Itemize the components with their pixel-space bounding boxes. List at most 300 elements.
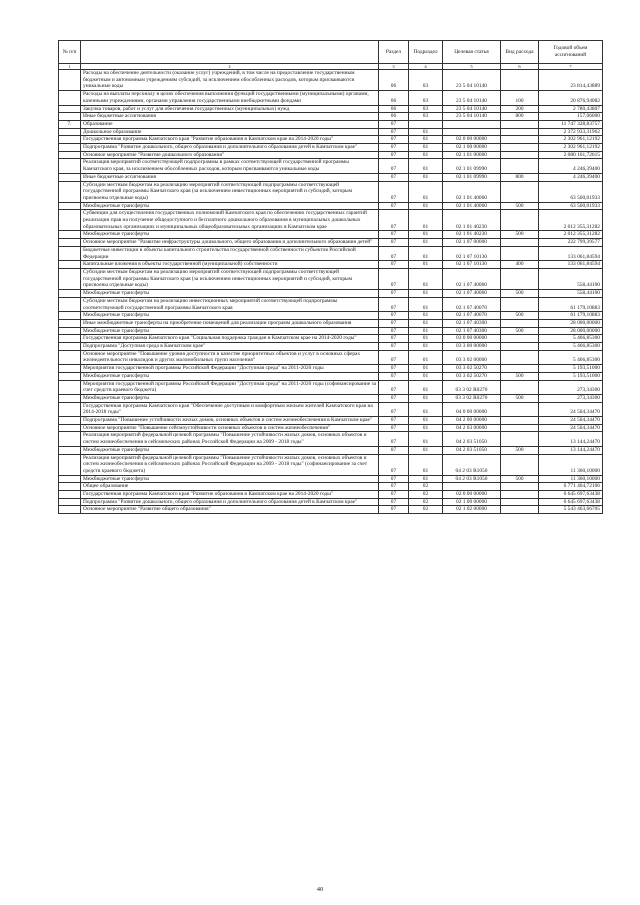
row-razdel: 07 [379,380,409,394]
column-index: 3 [379,64,409,70]
row-expense-type [501,491,539,499]
row-podrazdel: 01 [409,380,443,394]
row-number [59,372,81,380]
table-row [59,446,603,454]
row-annual-sum: 20 876,94082 [539,91,603,105]
row-target-article: 04 0 00 00000 [443,402,501,416]
table-row [59,491,603,499]
row-annual-sum: 63 560,01933 [539,181,603,202]
table-row [59,246,603,260]
row-target-article: 02 0 00 00000 [443,136,501,144]
row-expense-type: 500 [501,312,539,320]
row-podrazdel: 01 [409,446,443,454]
row-razdel: 07 [379,231,409,239]
row-podrazdel: 01 [409,350,443,364]
row-name: Межбюджетные трансферты [81,475,379,483]
row-name: Расходы на выплаты персоналу в целях обеспечения выполнения функций государственными (муниципальными) органами, казенными учреждениями, органами управления государственными внебюджетными фондами [81,91,379,105]
row-target-article: 02 1 01 40060 [443,202,501,210]
row-name: Основное мероприятие "Развитие инфраструктуры дошкольного, общего образования и дополнительного образования детей" [81,239,379,247]
row-razdel: 07 [379,417,409,425]
row-expense-type [501,343,539,351]
row-number [59,91,81,105]
row-number [59,424,81,432]
row-annual-sum: 2 372 933,31962 [539,128,603,136]
row-podrazdel: 01 [409,343,443,351]
table-row [59,210,603,231]
table-row [59,335,603,343]
column-index: 4 [409,64,443,70]
row-podrazdel: 01 [409,432,443,446]
row-annual-sum: 2 012 355,31282 [539,231,603,239]
row-annual-sum: 133 061,84594 [539,246,603,260]
row-podrazdel: 01 [409,475,443,483]
row-expense-type [501,144,539,152]
row-number [59,151,81,159]
row-name: Капитальные вложения в объекты государственной (муниципальной) собственности [81,261,379,269]
header-podrazdel: Подраздел [409,41,443,64]
row-annual-sum: 2 012 355,31282 [539,210,603,231]
row-number [59,454,81,475]
row-target-article: 02 1 01 09990 [443,173,501,181]
row-expense-type [501,210,539,231]
header-razdel: Раздел [379,41,409,64]
row-podrazdel: 01 [409,202,443,210]
table-row [59,483,603,491]
row-annual-sum: 4 246,39400 [539,159,603,173]
row-podrazdel: 02 [409,506,443,514]
row-name: Бюджетные инвестиции в объекты капитального строительства государственной собственности субъектов Российской Федерации [81,246,379,260]
row-razdel: 07 [379,173,409,181]
row-name: Межбюджетные трансферты [81,327,379,335]
row-number [59,70,81,91]
row-target-article: 04 2 03 R1050 [443,475,501,483]
row-name: Межбюджетные трансферты [81,290,379,298]
row-expense-type: 500 [501,231,539,239]
row-annual-sum: 11 360,10000 [539,475,603,483]
row-expense-type: 500 [501,394,539,402]
row-target-article [443,483,501,491]
row-razdel: 06 [379,105,409,113]
row-name: Основное мероприятие "Развитие общего образования" [81,506,379,514]
row-podrazdel: 01 [409,319,443,327]
row-name: Иные бюджетные ассигнования [81,173,379,181]
header-target-article: Целевая статья [443,41,501,64]
row-podrazdel: 01 [409,151,443,159]
row-razdel: 07 [379,483,409,491]
row-razdel: 07 [379,327,409,335]
row-name: Субсидии местным бюджетам на реализацию инвестиционных мероприятий соответствующей подпрограммы соответствующей государственной программы Камчатского края [81,297,379,311]
table-row [59,261,603,269]
row-target-article: 02 1 07 10130 [443,261,501,269]
row-expense-type [501,380,539,394]
row-number: 7. [59,120,81,128]
row-number [59,181,81,202]
row-razdel: 07 [379,335,409,343]
table-row [59,432,603,446]
row-name: Образование [81,120,379,128]
row-name: Межбюджетные трансферты [81,312,379,320]
row-annual-sum: 11 360,10000 [539,454,603,475]
row-razdel: 07 [379,446,409,454]
row-razdel: 07 [379,151,409,159]
row-podrazdel: 03 [409,91,443,105]
row-name: Подпрограмма "Развитие дошкольного, общего образования и дополнительного образования детей в Камчатском крае" [81,498,379,506]
row-target-article [443,128,501,136]
row-razdel: 07 [379,506,409,514]
row-target-article: 03 0 00 00000 [443,335,501,343]
row-annual-sum: 5 193,51000 [539,365,603,373]
row-annual-sum: 2 302 961,12192 [539,144,603,152]
row-expense-type [501,297,539,311]
row-number [59,446,81,454]
table-row [59,454,603,475]
row-podrazdel: 02 [409,491,443,499]
table-row [59,372,603,380]
row-podrazdel: 01 [409,173,443,181]
row-annual-sum: 11 747 328,83757 [539,120,603,128]
row-expense-type: 500 [501,372,539,380]
row-expense-type [501,417,539,425]
row-podrazdel: 01 [409,402,443,416]
row-annual-sum: 5 466,85300 [539,343,603,351]
row-annual-sum: 273,34300 [539,394,603,402]
row-number [59,297,81,311]
row-annual-sum: 2 780,43807 [539,105,603,113]
row-number [59,202,81,210]
row-podrazdel: 01 [409,290,443,298]
row-expense-type: 200 [501,105,539,113]
table-row [59,120,603,128]
header-annual-sum: Годовой объем ассигнований [539,41,603,64]
row-expense-type: 800 [501,173,539,181]
row-expense-type [501,498,539,506]
row-razdel: 07 [379,454,409,475]
row-expense-type: 500 [501,202,539,210]
table-row [59,343,603,351]
row-expense-type [501,335,539,343]
row-razdel: 07 [379,372,409,380]
row-expense-type [501,268,539,289]
row-name: Субвенции для осуществления государственных полномочий Камчатского края по обеспечению государственных гарантий реализации прав на получение общедоступного и бесплатного дошкольного образования в муниципальных дошкольных образовательных организациях и муниципальных общеобразовательных организациях в Камчатском крае [81,210,379,231]
row-name: Государственная программа Камчатского края "Обеспечение доступным и комфортным жильем жителей Камчатского края на 2014-2018 годы" [81,402,379,416]
row-target-article: 02 1 01 40230 [443,210,501,231]
row-podrazdel: 02 [409,498,443,506]
table-row [59,424,603,432]
row-name: Закупка товаров, работ и услуг для обеспечения государственных (муниципальных) нужд [81,105,379,113]
row-razdel: 07 [379,202,409,210]
row-podrazdel: 01 [409,297,443,311]
table-row [59,144,603,152]
row-annual-sum: 6 645 697,63438 [539,491,603,499]
row-name: Субсидии местным бюджетам на реализацию мероприятий соответствующей подпрограммы соответствующей государственной программы Камчатского края (за исключением инвестиционных мероприятий и субсидий, которым присвоены отдельные коды) [81,181,379,202]
row-target-article: 02 1 00 00000 [443,144,501,152]
row-annual-sum: 63 560,01933 [539,202,603,210]
row-podrazdel [409,120,443,128]
row-annual-sum: 61 179,10883 [539,312,603,320]
page-number: 40 [316,886,324,893]
row-razdel: 06 [379,113,409,121]
row-number [59,402,81,416]
row-annual-sum: 23 814,43889 [539,70,603,91]
row-annual-sum: 28 000,00000 [539,319,603,327]
table-row [59,327,603,335]
row-razdel: 07 [379,144,409,152]
row-target-article: 02 1 01 40060 [443,181,501,202]
row-podrazdel: 01 [409,417,443,425]
table-row [59,365,603,373]
row-expense-type: 400 [501,261,539,269]
row-razdel: 07 [379,498,409,506]
row-name: Общее образование [81,483,379,491]
row-target-article: 02 1 02 00000 [443,506,501,514]
row-number [59,350,81,364]
row-annual-sum: 13 144,24470 [539,446,603,454]
row-target-article: 04 2 03 00000 [443,424,501,432]
row-podrazdel: 01 [409,144,443,152]
row-razdel: 07 [379,136,409,144]
row-expense-type [501,151,539,159]
row-razdel: 07 [379,475,409,483]
row-podrazdel: 02 [409,483,443,491]
row-number [59,136,81,144]
row-target-article: 03 3 02 50270 [443,365,501,373]
table-row [59,319,603,327]
row-name: Мероприятия государственной программы Российской Федерации "Доступная среда" на 2011-2020 годы (софинансирование за счет средств краевого бюджета) [81,380,379,394]
table-row [59,297,603,311]
row-target-article: 02 0 00 00000 [443,491,501,499]
row-annual-sum: 222 799,39577 [539,239,603,247]
row-number [59,327,81,335]
row-annual-sum: 5 466,85300 [539,335,603,343]
row-annual-sum: 13 144,24470 [539,432,603,446]
row-annual-sum: 5 543 463,66705 [539,506,603,514]
table-row [59,380,603,394]
row-number [59,335,81,343]
row-podrazdel: 01 [409,231,443,239]
table-row [59,105,603,113]
row-target-article: 23 5 04 10140 [443,105,501,113]
row-razdel: 07 [379,424,409,432]
row-number [59,417,81,425]
row-expense-type [501,136,539,144]
table-row [59,128,603,136]
row-expense-type [501,239,539,247]
table-row [59,151,603,159]
row-target-article [443,120,501,128]
row-name: Межбюджетные трансферты [81,372,379,380]
row-expense-type: 500 [501,290,539,298]
table-row [59,202,603,210]
row-razdel: 06 [379,91,409,105]
row-razdel: 07 [379,365,409,373]
row-annual-sum: 5 466,85300 [539,350,603,364]
column-index: 1 [59,64,81,70]
row-podrazdel: 01 [409,394,443,402]
row-annual-sum: 6 771 464,72106 [539,483,603,491]
row-podrazdel: 01 [409,136,443,144]
row-razdel: 07 [379,261,409,269]
row-number [59,246,81,260]
row-expense-type [501,365,539,373]
table-row [59,239,603,247]
row-expense-type [501,506,539,514]
row-razdel: 07 [379,239,409,247]
row-number [59,394,81,402]
column-index: 5 [443,64,501,70]
table-row [59,290,603,298]
row-razdel: 07 [379,402,409,416]
table-row [59,70,603,91]
row-razdel: 07 [379,290,409,298]
row-name: Межбюджетные трансферты [81,202,379,210]
row-name: Мероприятия государственной программы Российской Федерации "Доступная среда" на 2011-2020 годы [81,365,379,373]
row-expense-type [501,432,539,446]
row-expense-type [501,120,539,128]
row-razdel: 07 [379,297,409,311]
row-annual-sum: 24 504,34470 [539,417,603,425]
row-annual-sum: 558,44100 [539,290,603,298]
row-expense-type [501,181,539,202]
row-target-article: 02 1 07 40300 [443,319,501,327]
row-annual-sum: 28 000,00000 [539,327,603,335]
row-number [59,343,81,351]
row-razdel: 07 [379,350,409,364]
row-number [59,159,81,173]
row-number [59,491,81,499]
row-name: Межбюджетные трансферты [81,231,379,239]
row-number [59,144,81,152]
table-row [59,181,603,202]
row-podrazdel: 01 [409,181,443,202]
row-razdel: 06 [379,70,409,91]
header-expense-type: Вид расхода [501,41,539,64]
row-razdel: 07 [379,210,409,231]
row-expense-type [501,70,539,91]
row-expense-type [501,402,539,416]
row-number [59,483,81,491]
row-podrazdel: 01 [409,246,443,260]
column-index: 7 [539,64,603,70]
row-name: Реализация мероприятий федеральной целевой программы "Повышение устойчивости жилых домов, основных объектов и систем жизнеобеспечения в сейсмических районах Российской Федерации на 2009 - 2018 годы" [81,432,379,446]
table-body [59,70,603,514]
row-podrazdel: 01 [409,424,443,432]
row-target-article: 23 5 04 10140 [443,113,501,121]
row-razdel: 07 [379,432,409,446]
row-razdel: 07 [379,394,409,402]
row-target-article: 04 2 03 R1050 [443,454,501,475]
row-name: Основное мероприятие "Повышение уровня доступности в качестве приоритетных объектов и услуг в основных сферах жизнедеятельности инвалидов и других маломобильных групп населения" [81,350,379,364]
budget-table [58,40,603,514]
row-target-article: 02 1 07 10130 [443,246,501,260]
row-expense-type [501,350,539,364]
row-name: Реализация мероприятий федеральной целевой программы "Повышение устойчивости жилых домов, основных объектов и систем жизнеобеспечения в сейсмических районах Российской Федерации на 2009 - 2018 годы" (софинансирование за счет средств краевого бюджета) [81,454,379,475]
row-number [59,312,81,320]
row-number [59,365,81,373]
row-expense-type: 500 [501,446,539,454]
table-row [59,498,603,506]
table-row [59,402,603,416]
row-expense-type [501,159,539,173]
row-number [59,231,81,239]
row-expense-type [501,319,539,327]
row-podrazdel: 03 [409,113,443,121]
row-annual-sum: 24 504,34470 [539,424,603,432]
row-annual-sum: 157,06000 [539,113,603,121]
row-podrazdel: 01 [409,454,443,475]
row-target-article: 03 3 02 R0270 [443,394,501,402]
row-name: Иные бюджетные ассигнования [81,113,379,121]
table-row [59,506,603,514]
table-row [59,268,603,289]
row-podrazdel: 01 [409,128,443,136]
row-name: Подпрограмма "Доступная среда в Камчатском крае" [81,343,379,351]
row-podrazdel: 03 [409,105,443,113]
row-number [59,239,81,247]
row-expense-type: 500 [501,327,539,335]
row-target-article: 02 1 07 40060 [443,290,501,298]
row-target-article: 02 1 01 00000 [443,151,501,159]
row-expense-type [501,128,539,136]
column-index: 6 [501,64,539,70]
row-target-article: 02 1 01 09990 [443,159,501,173]
row-name: Иные межбюджетные трансферты на приобретение помещений для реализации программ дошкольного образования [81,319,379,327]
row-target-article: 03 3 02 00000 [443,350,501,364]
table-row [59,231,603,239]
row-expense-type: 100 [501,91,539,105]
row-podrazdel: 01 [409,159,443,173]
row-number [59,506,81,514]
row-razdel: 07 [379,319,409,327]
row-number [59,210,81,231]
row-number [59,105,81,113]
row-target-article: 04 2 03 51050 [443,432,501,446]
row-razdel: 07 [379,181,409,202]
row-razdel: 07 [379,343,409,351]
row-name: Реализация мероприятий соответствующей подпрограммы в рамках соответствующей государственной программы Камчатского края, за исключением обособленных расходов, которым присваиваются уникальные коды [81,159,379,173]
row-name: Государственная программа Камчатского края "Развитие образования в Камчатском крае на 2014-2020 годы" [81,136,379,144]
row-name: Подпрограмма "Повышение устойчивости жилых домов, основных объектов и систем жизнеобеспечения в Камчатском крае" [81,417,379,425]
table-header-row [59,41,603,64]
row-number [59,319,81,327]
row-expense-type: 500 [501,475,539,483]
row-target-article: 02 1 07 40300 [443,327,501,335]
row-annual-sum: 61 179,10883 [539,297,603,311]
row-podrazdel: 01 [409,327,443,335]
table-row [59,312,603,320]
row-podrazdel: 01 [409,365,443,373]
row-target-article: 23 5 04 10140 [443,70,501,91]
table-row [59,173,603,181]
row-number [59,268,81,289]
row-podrazdel: 01 [409,261,443,269]
row-razdel: 07 [379,128,409,136]
row-expense-type [501,454,539,475]
row-number [59,380,81,394]
row-annual-sum: 24 504,34470 [539,402,603,416]
table-row [59,136,603,144]
row-name: Основное мероприятие "Повышение сейсмоустойчивости основных объектов и систем жизнеобеспечения" [81,424,379,432]
row-target-article: 04 2 00 00000 [443,417,501,425]
row-expense-type [501,246,539,260]
header-name [81,41,379,64]
row-name: Государственная программа Камчатского края "Развитие образования в Камчатском крае на 2014-2020 годы" [81,491,379,499]
table-row [59,417,603,425]
row-expense-type [501,424,539,432]
row-number [59,113,81,121]
row-target-article: 02 1 01 40230 [443,231,501,239]
row-podrazdel: 01 [409,210,443,231]
row-name: Субсидии местным бюджетам на реализацию мероприятий соответствующей подпрограммы соответствующей государственной программы Камчатского края (за исключением инвестиционных мероприятий и субсидий, которым присвоены отдельные коды) [81,268,379,289]
